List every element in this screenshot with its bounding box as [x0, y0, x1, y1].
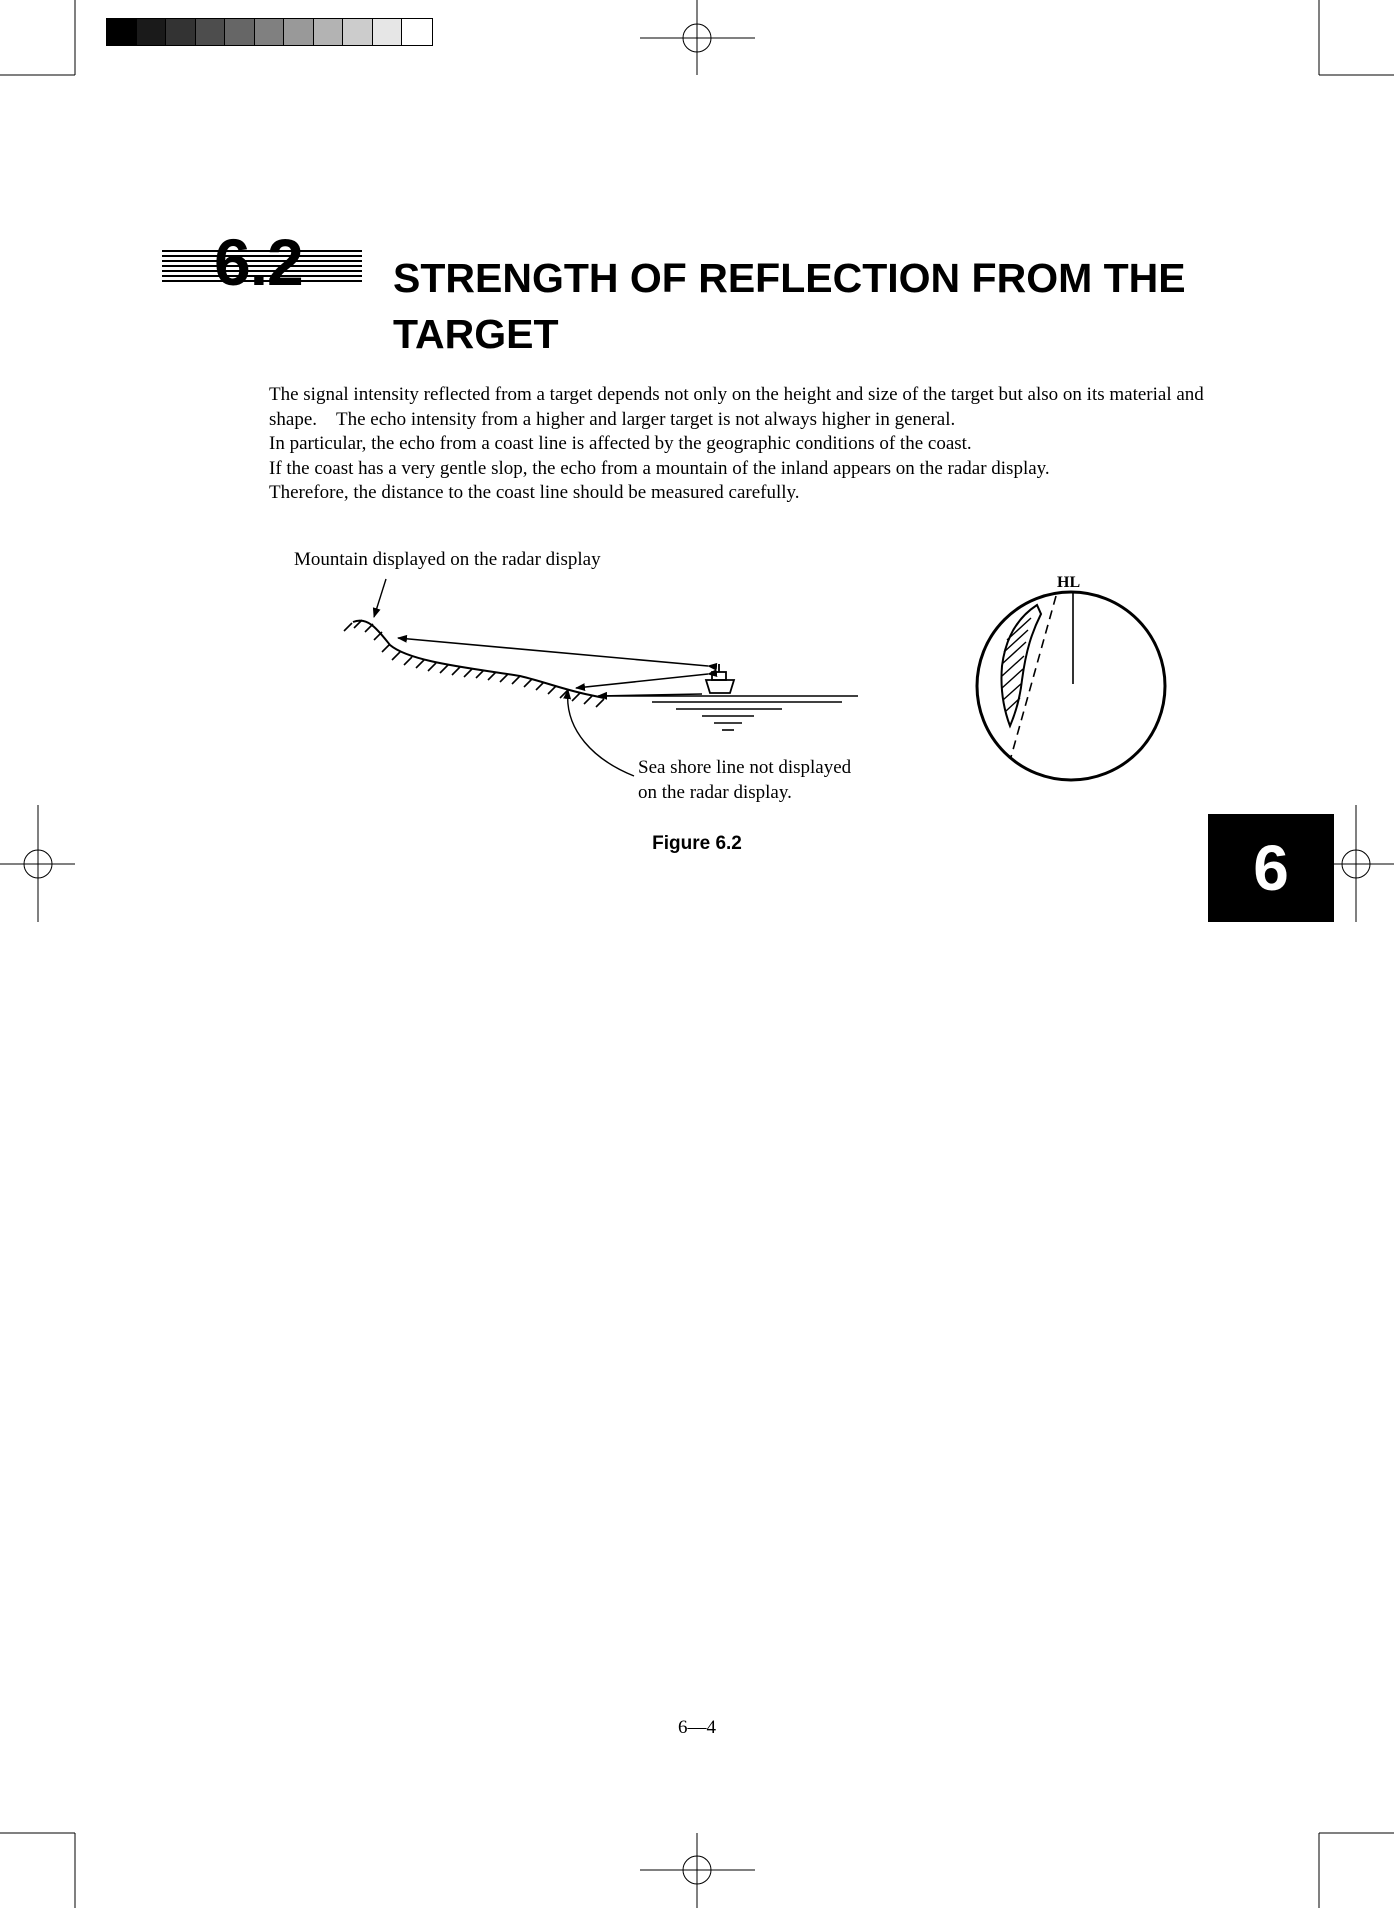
gray-swatch: [166, 19, 196, 45]
label-shore-line-1: Sea shore line not displayed: [638, 757, 852, 778]
paragraph: If the coast has a very gentle slop, the echo from a mountain of the inland appears on the radar display.: [269, 457, 1050, 479]
mountain-echo-hatching: [1002, 618, 1031, 711]
body-text: [269, 383, 1229, 506]
mountain-echo: [1001, 605, 1041, 726]
gray-swatch: [373, 19, 403, 45]
gray-swatch: [402, 19, 432, 45]
gray-swatch: [225, 19, 255, 45]
coast-profile-line: [353, 621, 604, 698]
gray-swatch: [137, 19, 167, 45]
gray-swatch: [284, 19, 314, 45]
gray-swatch: [196, 19, 226, 45]
paragraph: The signal intensity reflected from a target depends not only on the height and size of the target but also on its material and shape. The echo intensity from a higher and larger target is not always higher in general.: [269, 384, 1204, 430]
radar-display: [977, 592, 1165, 780]
beam-to-mountain: [398, 638, 708, 666]
figure-illustration: [0, 540, 1394, 800]
section-number-block: [162, 225, 362, 302]
paragraph: Therefore, the distance to the coast line should be measured carefully.: [269, 482, 800, 503]
page-number: 6—4: [678, 1717, 716, 1738]
label-mountain: Mountain displayed on the radar display: [294, 549, 601, 570]
section-number: 6.2: [214, 225, 303, 299]
beam-to-shore: [576, 674, 708, 688]
gray-swatch: [343, 19, 373, 45]
chapter-tab: 6: [1208, 814, 1334, 922]
sea-surface: [600, 696, 858, 730]
label-shore-line-2: on the radar display.: [638, 782, 792, 803]
figure-caption: Figure 6.2: [652, 833, 742, 854]
radar-heading-label: HL: [1057, 574, 1081, 591]
coast-hatching: [344, 620, 604, 707]
grayscale-calibration-strip: [106, 18, 433, 46]
gray-swatch: [255, 19, 285, 45]
gray-swatch: [314, 19, 344, 45]
actual-coast-dashed: [1011, 596, 1056, 757]
section-title: STRENGTH OF REFLECTION FROM THE TARGET: [393, 255, 1186, 357]
ship-icon: [706, 664, 734, 693]
coast-profile-diagram: [344, 579, 858, 776]
gray-swatch: [107, 19, 137, 45]
paragraph: In particular, the echo from a coast line is affected by the geographic conditions of the coast.: [269, 433, 972, 454]
leader-mountain: [374, 579, 386, 617]
